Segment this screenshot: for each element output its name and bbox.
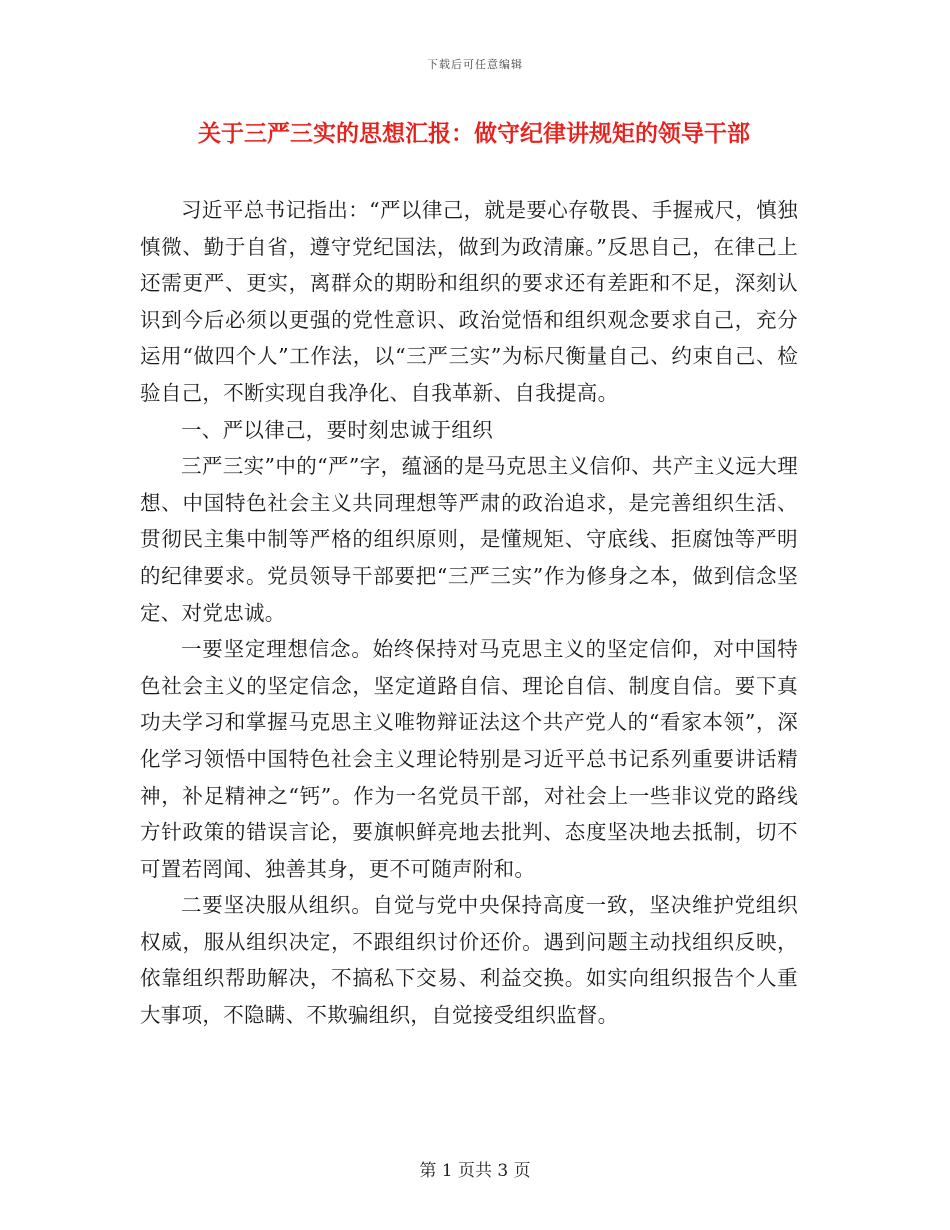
document-body [140,192,798,1034]
header-note: 下载后可任意编辑 [427,58,523,71]
paragraph-sanyan: 三严三实”中的“严”字，蕴涵的是马克思主义信仰、共产主义远大理想、中国特色社会主义共同理想等严肃的政治追求，是完善组织生活、贯彻民主集中制等严格的组织原则，是懂规矩、守底线、拒腐蚀等严明的纪律要求。党员领导干部要把“三严三实”作为修身之本，做到信念坚定、对党忠诚。 [140,454,798,625]
document-title: 关于三严三实的思想汇报：做守纪律讲规矩的领导干部 [198,120,750,147]
paragraph-obey-organization: 二要坚决服从组织。自觉与党中央保持高度一致，坚决维护党组织权威，服从组织决定，不跟组织讨价还价。遇到问题主动找组织反映，依靠组织帮助解决，不搞私下交易、利益交换。如实向组织报告个人重大事项，不隐瞒、不欺骗组织，自觉接受组织监督。 [140,893,798,1028]
page-number: 第 1 页共 3 页 [419,1161,531,1181]
paragraph-intro: 习近平总书记指出：“严以律己，就是要心存敬畏、手握戒尺，慎独慎微、勤于自省，遵守党纪国法，做到为政清廉。”反思自己，在律己上还需更严、更实，离群众的期盼和组织的要求还有差距和不足，深刻认识到今后必须以更强的党性意识、政治觉悟和组织观念要求自己，充分运用“做四个人”工作法，以“三严三实”为标尺衡量自己、约束自己、检验自己，不断实现自我净化、自我革新、自我提高。 [140,198,798,405]
paragraph-ideals: 一要坚定理想信念。始终保持对马克思主义的坚定信仰，对中国特色社会主义的坚定信念，坚定道路自信、理论自信、制度自信。要下真功夫学习和掌握马克思主义唯物辩证法这个共产党人的“看家本领”，深化学习领悟中国特色社会主义理论特别是习近平总书记系列重要讲话精神，补足精神之“钙”。作为一名党员干部，对社会上一些非议党的路线方针政策的错误言论，要旗帜鲜亮地去批判、态度坚决地去抵制，切不可置若罔闻、独善其身，更不可随声附和。 [140,637,798,881]
section-heading-1: 一、严以律己，要时刻忠诚于组织 [181,417,493,442]
